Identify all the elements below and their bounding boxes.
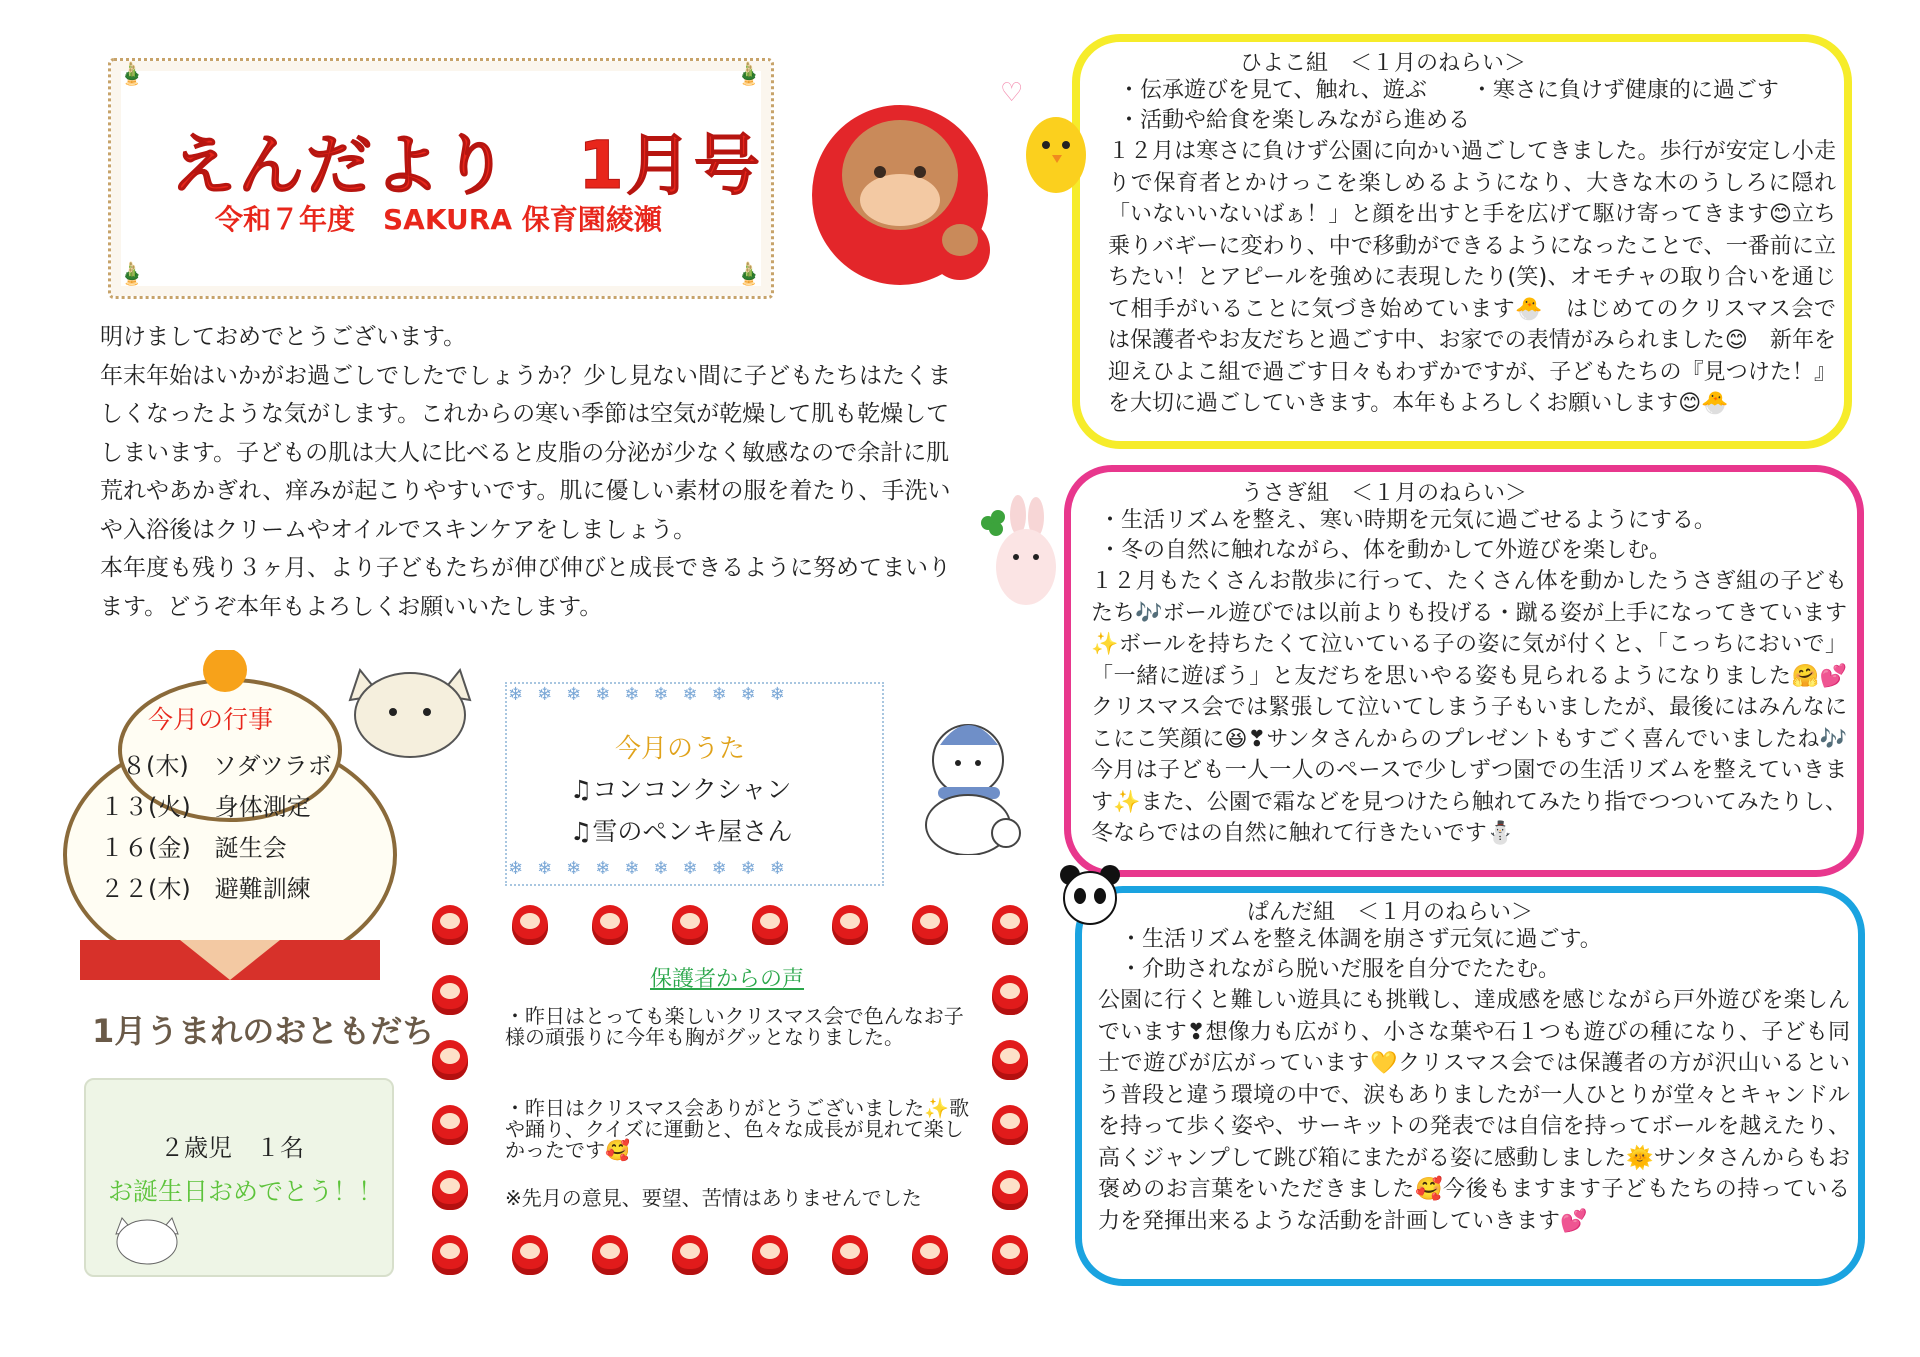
hiyoko-report: １２月は寒さに負けず公園に向かい過ごしてきました。歩行が安定し小走りで保育者とかけっこを楽しめるようになり、大きな木のうしろに隠れ「いないいないばぁ！」と顔を出すと手を広げて駆け寄ってきます😊立ち乗りバギーに変わり、中で移動ができるようになったことで、一番前に立ちたい！とアピールを強めに表現したり(笑)、オモチャの取り合いを通じて相手がいることに気づき始めています🐣 はじめてのクリスマス会では保護者やお友だちと過ごす中、お家での表情がみられました😊 新年を迎えひよこ組で過ごす日々もわずかですが、子どもたちの『見つけた！』を大切に過ごしていきます。本年もよろしくお願いします😊🐣 (1108, 139, 1836, 416)
voices-title: 保護者からの声 (650, 967, 805, 992)
heart-icon: ♡ (1000, 78, 1024, 108)
hiyoko-goal: ・活動や給食を楽しみながら進める (1118, 108, 1471, 133)
usagi-class-box (1064, 465, 1864, 877)
panda-class-box (1075, 886, 1865, 1286)
daruma-icon (512, 1235, 548, 1275)
new-year-ornament-icon: 🎍 (735, 62, 763, 87)
usagi-goal: ・冬の自然に触れながら、体を動かして外遊びを楽しむ。 (1099, 538, 1672, 563)
usagi-heading: うさぎ組 ＜１月のねらい＞ (1241, 481, 1528, 506)
page-subtitle: 令和７年度 SAKURA 保育園綾瀬 (215, 203, 662, 236)
greeting-line: 年末年始はいかがお過ごしでしたでしょうか？少し見ない間に子どもたちはたくましくなったような気がします。これからの寒い季節は空気が乾燥して肌も乾燥してしまいます。子どもの肌は大人に比べると皮脂の分泌が少なく敏感なので余計に肌荒れやあかぎれ、痒みが起こりやすいです。肌に優しい素材の服を着たり、手洗いや入浴後はクリームやオイルでスキンケアをしましょう。 (100, 362, 951, 543)
new-year-ornament-icon: 🎍 (118, 262, 146, 287)
new-year-ornament-icon: 🎍 (118, 62, 146, 87)
daruma-icon (432, 1170, 468, 1210)
daruma-icon (672, 1235, 708, 1275)
greeting-line: 明けましておめでとうございます。 (100, 324, 467, 350)
new-year-ornament-icon: 🎍 (735, 262, 763, 287)
birthday-message: お誕生日おめでとう！！ (108, 1177, 384, 1206)
events-title: 今月の行事 (148, 705, 274, 734)
daruma-icon (512, 905, 548, 945)
daruma-icon (432, 905, 468, 945)
voice-item: ・昨日はクリスマス会ありがとうございました✨歌や踊り、クイズに運動と、色々な成長が見れて楽しかったです🥰 (505, 1096, 970, 1162)
daruma-icon (992, 1235, 1028, 1275)
song-title: 今月のうた (615, 734, 746, 764)
greeting-text (100, 318, 965, 626)
rabbit-icon (980, 495, 1060, 610)
panda-heading: ぱんだ組 ＜１月のねらい＞ (1247, 900, 1534, 925)
hiyoko-heading: ひよこ組 ＜１月のねらい＞ (1240, 51, 1527, 76)
daruma-icon (752, 905, 788, 945)
daruma-icon (912, 905, 948, 945)
daruma-icon (592, 905, 628, 945)
daruma-icon (992, 1170, 1028, 1210)
cat-icon (345, 650, 475, 760)
birthday-count: ２歳児 １名 (160, 1134, 304, 1162)
snowflake-border-icon: ❄❄❄❄❄❄❄❄❄❄ (508, 684, 799, 705)
daruma-icon (432, 975, 468, 1015)
horse-daruma-icon (805, 80, 1015, 290)
daruma-icon (912, 1235, 948, 1275)
chick-icon (1018, 95, 1093, 205)
daruma-icon (832, 1235, 868, 1275)
voice-item: ※先月の意見、要望、苦情はありませんでした (505, 1186, 922, 1210)
daruma-icon (672, 905, 708, 945)
daruma-icon (592, 1235, 628, 1275)
greeting-line: 本年度も残り３ヶ月、より子どもたちが伸び伸びと成長できるように努めてまいります。どうぞ本年もよろしくお願いいたします。 (100, 555, 951, 620)
panda-goal: ・介助されながら脱いだ服を自分でたたむ。 (1120, 957, 1561, 982)
daruma-icon (432, 1235, 468, 1275)
daruma-icon (992, 1040, 1028, 1080)
birthday-title: 1月うまれのおともだち (92, 1012, 435, 1050)
daruma-icon (832, 905, 868, 945)
daruma-icon (432, 1040, 468, 1080)
snowflake-border-icon: ❄❄❄❄❄❄❄❄❄❄ (508, 858, 799, 879)
event-item: １３(火) 身体測定 (100, 793, 311, 821)
song-item: ♫雪のペンキ屋さん (570, 817, 793, 846)
song-item: ♫コンコンクシャン (570, 775, 792, 804)
hiyoko-class-box (1072, 34, 1852, 449)
hiyoko-goal: ・伝承遊びを見て、触れ、遊ぶ ・寒さに負けず健康的に過ごす (1118, 78, 1779, 103)
panda-icon (1055, 860, 1125, 930)
daruma-icon (752, 1235, 788, 1275)
panda-report: 公園に行くと難しい遊具にも挑戦し、達成感を感じながら戸外遊びを楽しんでいます❣想像力も広がり、小さな葉や石１つも遊びの種になり、子ども同士で遊びが広がっています💛クリスマス会では保護者の方が沢山いるという普段と違う環境の中で、涙もありましたが一人ひとりが堂々とキャンドルを持って歩く姿や、サーキットの発表では自信を持ってボールを越えたり、高くジャンプして跳び箱にまたがる姿に感動しました🌞サンタさんからもお褒めのお言葉をいただきました🥰今後もますます子どもたちの持っている力を発揮出来るような活動を計画していきます💕 (1098, 988, 1850, 1234)
snowman-icon (918, 705, 1028, 855)
cat-icon (112, 1208, 182, 1268)
daruma-icon (432, 1105, 468, 1145)
panda-goal: ・生活リズムを整え体調を崩さず元気に過ごす。 (1120, 927, 1602, 952)
daruma-icon (992, 975, 1028, 1015)
event-item: １６(金) 誕生会 (100, 834, 287, 862)
usagi-report: １２月もたくさんお散歩に行って、たくさん体を動かしたうさぎ組の子どもたち🎶ボール遊びでは以前よりも投げる・蹴る姿が上手になってきています✨ボールを持ちたくて泣いている子の姿に気が付くと、「こっちにおいで」「一緒に遊ぼう」と友だちを思いやる姿も見られるようになりました🤗💕クリスマス会では緊張して泣いてしまう子もいましたが、最後にはみんなにこにこ笑顔に😆❣サンタさんからのプレゼントもすごく喜んでいましたね🎶今月は子ども一人一人のペースで少しずつ園での生活リズムを整えていきます✨また、公園で霜などを見つけたら触れてみたり指でつついてみたりし、冬ならではの自然に触れて行きたいです⛄ (1091, 569, 1847, 846)
event-item: ２２(木) 避難訓練 (100, 875, 311, 903)
daruma-icon (992, 1105, 1028, 1145)
event-item: ８(木) ソダツラボ (122, 752, 332, 780)
voice-item: ・昨日はとっても楽しいクリスマス会で色んなお子様の頑張りに今年も胸がグッとなりました。 (505, 1004, 964, 1049)
usagi-goal: ・生活リズムを整え、寒い時期を元気に過ごせるようにする。 (1099, 508, 1716, 533)
page-title: えんだより 1月号 (170, 127, 762, 204)
daruma-icon (992, 905, 1028, 945)
